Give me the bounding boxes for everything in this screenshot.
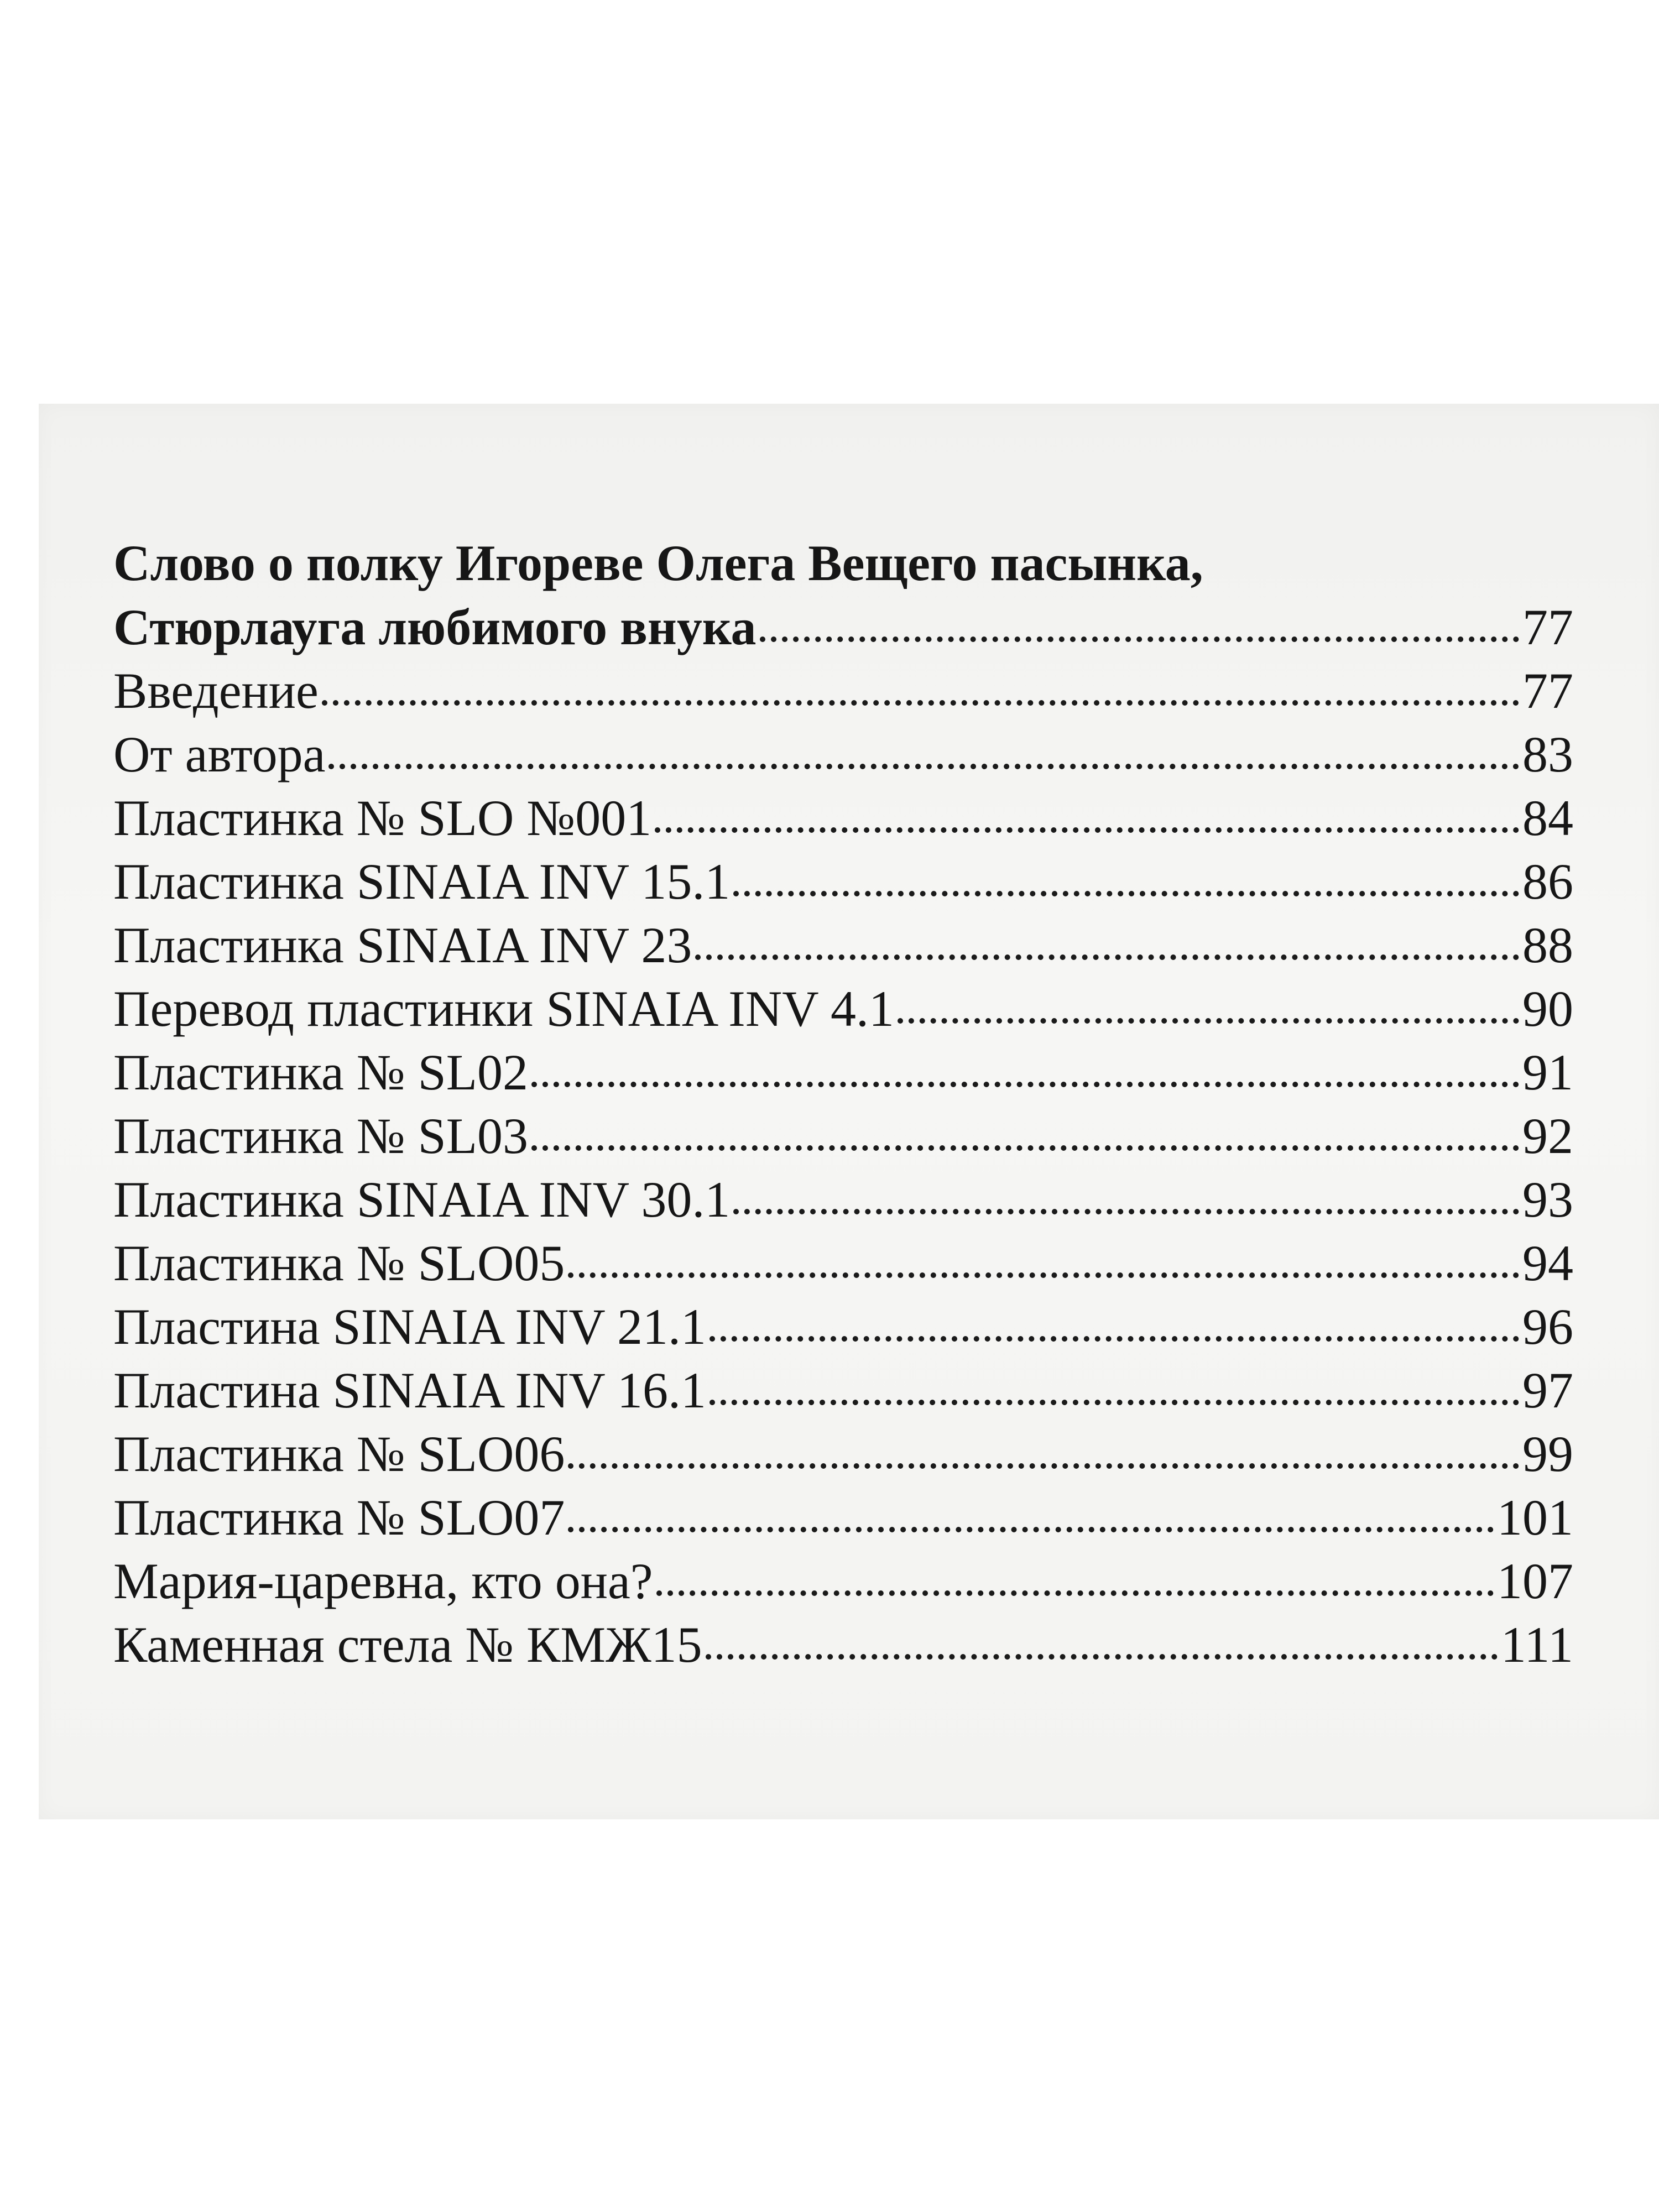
toc-entry-page: 96 bbox=[1522, 1298, 1573, 1355]
toc-entry-page: 92 bbox=[1522, 1108, 1573, 1164]
dot-leader bbox=[568, 1527, 1494, 1532]
toc-entry-label: От автора bbox=[113, 726, 326, 782]
toc-entry bbox=[113, 1104, 1573, 1168]
toc-entry bbox=[113, 723, 1573, 786]
toc-entry-label: Пластинка № SL02 bbox=[113, 1044, 528, 1100]
toc-entry-label: Пластина SINAIA INV 21.1 bbox=[113, 1298, 707, 1355]
toc-entry-page: 88 bbox=[1522, 917, 1573, 973]
dot-leader bbox=[655, 827, 1519, 833]
toc-entry bbox=[113, 1422, 1573, 1486]
dot-leader bbox=[568, 1272, 1519, 1278]
toc-entry-page: 86 bbox=[1522, 853, 1573, 910]
toc-entry-label: Стюрлауга любимого внука bbox=[113, 599, 757, 655]
toc-entry-label: Пластинка № SLO06 bbox=[113, 1426, 565, 1482]
toc-entry-label: Пластинка SINAIA INV 30.1 bbox=[113, 1171, 731, 1228]
toc-entry bbox=[113, 1295, 1573, 1359]
toc-entry bbox=[113, 977, 1573, 1041]
toc-entry-page: 77 bbox=[1522, 599, 1573, 655]
toc-entry bbox=[113, 596, 1573, 659]
dot-leader bbox=[328, 764, 1519, 769]
toc-entry-label: Пластинка № SLO №001 bbox=[113, 790, 652, 846]
toc-entry bbox=[113, 1232, 1573, 1295]
table-of-contents bbox=[113, 528, 1573, 1677]
dot-leader bbox=[733, 891, 1519, 896]
toc-entry-label: Мария-царевна, кто она? bbox=[113, 1553, 653, 1609]
dot-leader bbox=[706, 1654, 1498, 1660]
dot-leader bbox=[531, 1145, 1519, 1151]
toc-entry bbox=[113, 786, 1573, 850]
toc-entry-page: 99 bbox=[1522, 1426, 1573, 1482]
toc-entry bbox=[113, 850, 1573, 914]
dot-leader bbox=[709, 1336, 1519, 1342]
dot-leader bbox=[656, 1590, 1494, 1596]
toc-entry-page: 91 bbox=[1522, 1044, 1573, 1100]
dot-leader bbox=[733, 1209, 1519, 1214]
toc-entry-page: 83 bbox=[1522, 726, 1573, 782]
toc-entry bbox=[113, 1486, 1573, 1550]
toc-entry-label: Каменная стела № КМЖ15 bbox=[113, 1616, 702, 1673]
dot-leader bbox=[531, 1082, 1519, 1087]
dot-leader bbox=[898, 1018, 1519, 1024]
toc-entry-page: 94 bbox=[1522, 1235, 1573, 1291]
toc-entry-label: Пластинка № SLO07 bbox=[113, 1489, 565, 1546]
toc-entry bbox=[113, 914, 1573, 977]
toc-entry-page: 93 bbox=[1522, 1171, 1573, 1228]
dot-leader bbox=[322, 700, 1519, 706]
toc-entry bbox=[113, 1550, 1573, 1613]
toc-entry-label: Пластинка SINAIA INV 23 bbox=[113, 917, 692, 973]
toc-entry bbox=[113, 1359, 1573, 1422]
toc-entry-page: 90 bbox=[1522, 980, 1573, 1037]
toc-entry-page: 97 bbox=[1522, 1362, 1573, 1418]
toc-entry-label: Введение bbox=[113, 662, 319, 719]
toc-entry-page: 77 bbox=[1522, 662, 1573, 719]
toc-entry-label: Пластинка № SL03 bbox=[113, 1108, 528, 1164]
toc-entry bbox=[113, 1613, 1573, 1677]
toc-entry bbox=[113, 659, 1573, 723]
toc-entry-page: 101 bbox=[1497, 1489, 1573, 1546]
toc-entry-label: Пластинка № SLO05 bbox=[113, 1235, 565, 1291]
toc-entry-label: Пластинка SINAIA INV 15.1 bbox=[113, 853, 731, 910]
toc-entry bbox=[113, 1041, 1573, 1104]
dot-leader bbox=[709, 1400, 1519, 1405]
toc-entry-page: 111 bbox=[1500, 1616, 1573, 1673]
toc-heading: Слово о полку Игореве Олега Вещего пасынка, bbox=[113, 535, 1203, 591]
dot-leader bbox=[760, 637, 1520, 642]
dot-leader bbox=[695, 954, 1519, 960]
toc-entry-label: Пластина SINAIA INV 16.1 bbox=[113, 1362, 707, 1418]
toc-entry-page: 84 bbox=[1522, 790, 1573, 846]
toc-entry bbox=[113, 1168, 1573, 1232]
toc-entry-page: 107 bbox=[1497, 1553, 1573, 1609]
toc-entry-label: Перевод пластинки SINAIA INV 4.1 bbox=[113, 980, 895, 1037]
dot-leader bbox=[568, 1463, 1519, 1469]
